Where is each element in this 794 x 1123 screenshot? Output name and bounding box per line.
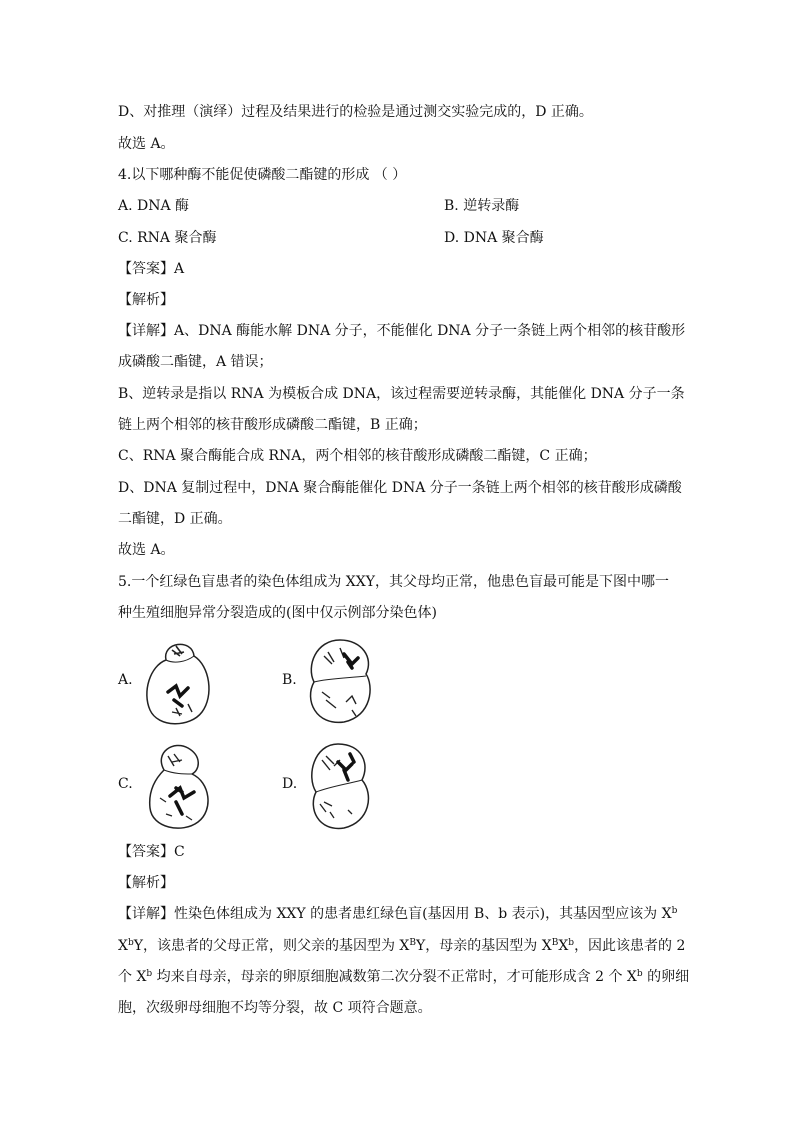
cell-figure-b	[304, 636, 376, 726]
figure-d-label: D.	[282, 776, 298, 792]
analysis-label: 【解析】	[118, 875, 174, 891]
cell-figure-d	[304, 740, 376, 832]
text-line: 故选 A。	[118, 542, 175, 558]
explanation-line: 成磷酸二酯键，A 错误；	[118, 354, 273, 370]
option-d: D. DNA 聚合酶	[444, 230, 544, 246]
explanation-line: 胞，次级卵母细胞不均等分裂，故 C 项符合题意。	[118, 1000, 432, 1016]
text-line: D、对推理（演绎）过程及结果进行的检验是通过测交实验完成的，D 正确。	[118, 104, 593, 120]
explanation-line: C、RNA 聚合酶能合成 RNA，两个相邻的核苷酸形成磷酸二酯键，C 正确；	[118, 448, 597, 464]
option-c: C. RNA 聚合酶	[118, 230, 217, 246]
figure-c-label: C.	[118, 776, 133, 792]
question-4: 4.以下哪种酶不能促使磷酸二酯键的形成 （ ）	[118, 167, 407, 183]
explanation-line: D、DNA 复制过程中，DNA 聚合酶能催化 DNA 分子一条链上两个相邻的核苷酸形成磷酸	[118, 480, 682, 496]
question-5: 5.一个红绿色盲患者的染色体组成为 XXY，其父母均正常，他患色盲最可能是下图中哪一	[118, 574, 669, 590]
explanation-line: $X^bY$，该患者的父母正常，则父亲的基因型为 $X^BY$，母亲的基因型为 $X^BX^b$，因此该患者的 2	[118, 938, 686, 954]
option-a: A. DNA 酶	[118, 198, 190, 214]
explanation-line: 个 $X^b$ 均来自母亲，母亲的卵原细胞减数第二次分裂不正常时，才可能形成含 2 个 $X^b$ 的卵细	[118, 969, 690, 985]
question-5-cont: 种生殖细胞异常分裂造成的(图中仅示例部分染色体)	[118, 605, 437, 621]
answer-label: 【答案】A	[118, 261, 185, 277]
cell-figure-a	[144, 636, 214, 726]
explanation-line: 【详解】A、DNA 酶能水解 DNA 分子，不能催化 DNA 分子一条链上两个相邻的核苷酸形	[118, 323, 686, 339]
analysis-label: 【解析】	[118, 292, 174, 308]
option-b: B. 逆转录酶	[444, 198, 520, 214]
cell-figure-c	[144, 740, 214, 830]
answer-label: 【答案】C	[118, 844, 185, 860]
text-line: 故选 A。	[118, 136, 175, 152]
explanation-line: 二酯键，D 正确。	[118, 511, 232, 527]
explanation-line: 链上两个相邻的核苷酸形成磷酸二酯键，B 正确；	[118, 417, 427, 433]
explanation-line: 【详解】性染色体组成为 XXY 的患者患红绿色盲(基因用 B、b 表示)，其基因型应该为 $X^b$	[118, 906, 678, 922]
explanation-line: B、逆转录是指以 RNA 为模板合成 DNA，该过程需要逆转录酶，其能催化 DNA 分子一条	[118, 386, 685, 402]
figure-a-label: A.	[118, 672, 133, 688]
figure-b-label: B.	[282, 672, 297, 688]
